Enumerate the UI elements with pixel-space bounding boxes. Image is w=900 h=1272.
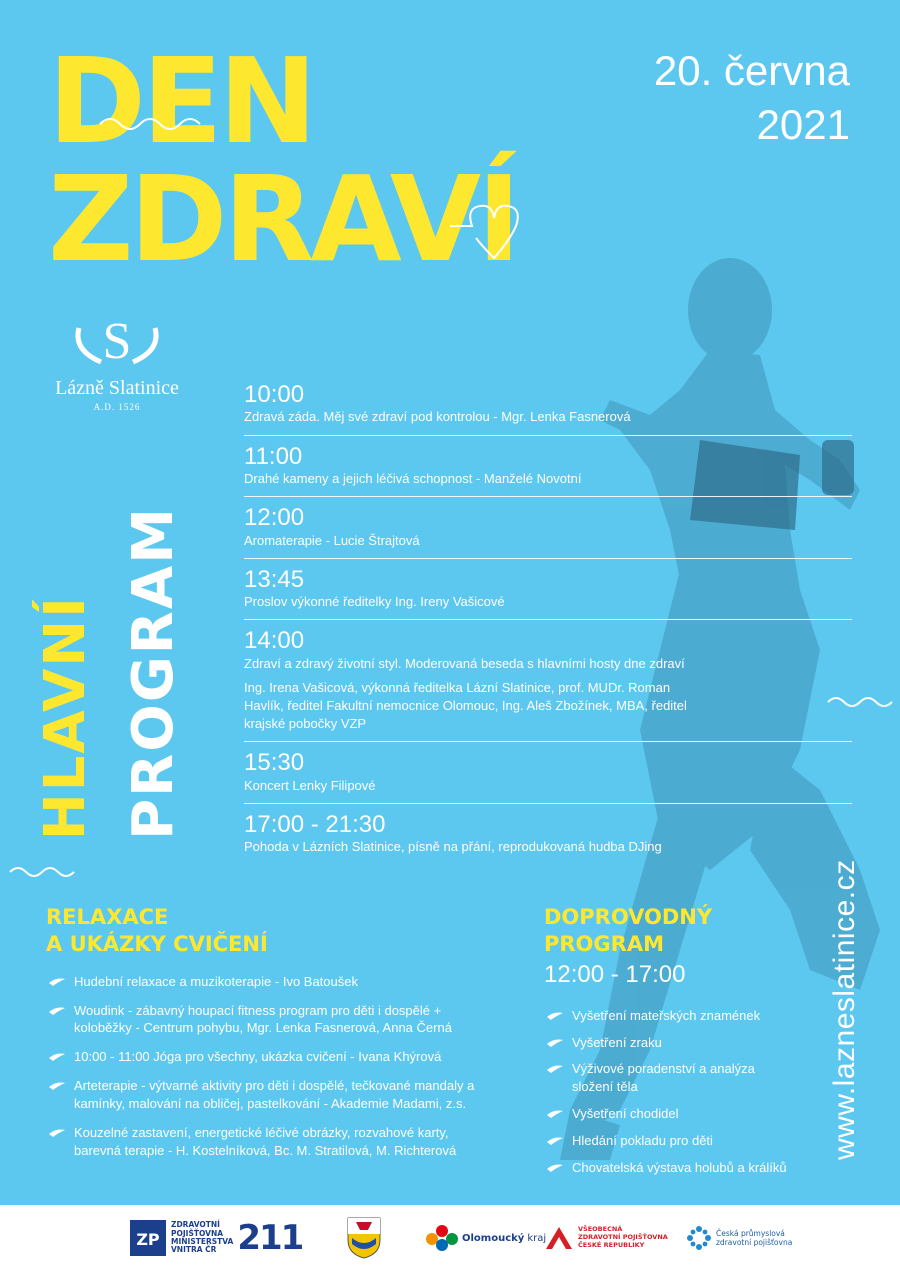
schedule-list	[244, 380, 852, 873]
schedule-item	[244, 444, 852, 498]
zpmv-line-3: MINISTERSTVA	[171, 1237, 234, 1246]
schedule-desc: Aromaterapie - Lucie Štrajtová	[244, 532, 420, 548]
zpmv-code: 211	[237, 1218, 303, 1258]
side-program-section	[544, 904, 804, 1186]
logo-emblem-icon	[67, 310, 167, 368]
swoosh-bullet-icon	[546, 1035, 564, 1049]
schedule-time: 14:00	[244, 627, 305, 655]
vzp-logo	[544, 1213, 668, 1263]
schedule-time: 12:00	[244, 504, 305, 532]
swoosh-bullet-icon	[546, 1061, 564, 1075]
heading-word-hlavni: HLAVNÍ	[33, 594, 98, 840]
swoosh-bullet-icon	[546, 1133, 564, 1147]
main-program-heading	[30, 470, 210, 850]
olomoucky-kraj-flower-icon	[424, 1223, 460, 1253]
list-item-text: Výživové poradenství a analýza složení těla	[572, 1061, 755, 1095]
schedule-desc: Pohoda v Lázních Slatinice, písně na přání, reprodukovaná hudba DJing	[244, 839, 662, 855]
heart-icon	[448, 198, 538, 268]
squiggle-decoration-top	[98, 112, 208, 136]
title-line-1: DEN	[48, 32, 314, 170]
list-item-text: Vyšetření zraku	[572, 1034, 662, 1050]
schedule-item	[244, 628, 852, 742]
schedule-time: 11:00	[244, 442, 303, 470]
schedule-item	[244, 750, 852, 804]
list-item-text: Woudink - zábavný houpací fitness program pro děti i dospělé + koloběžky - Centrum pohybu, Mgr. Lenka Fasnerová, Anna Černá	[74, 1002, 452, 1036]
side-title-1: DOPROVODNÝ	[544, 905, 713, 929]
list-item	[544, 1007, 804, 1025]
cpzp-logo	[686, 1213, 792, 1263]
schedule-item	[244, 812, 852, 865]
schedule-time: 15:30	[244, 749, 305, 777]
date-day: 20. června	[653, 47, 850, 94]
cpzp-line-2: zdravotní pojišťovna	[716, 1238, 793, 1247]
list-item	[544, 1105, 804, 1123]
website-link[interactable]: www.lazneslatinice.cz	[828, 859, 861, 1160]
swoosh-bullet-icon	[48, 974, 66, 988]
zpmv-line-2: POJIŠŤOVNA	[171, 1228, 224, 1238]
list-item-text: 10:00 - 11:00 Jóga pro všechny, ukázka cvičení - Ivana Khýrová	[74, 1049, 442, 1065]
vzp-line-1: VŠEOBECNÁ	[578, 1225, 623, 1234]
zpmv-emblem-icon	[130, 1220, 166, 1256]
list-item	[46, 1048, 516, 1066]
svg-text:ZP: ZP	[136, 1230, 160, 1249]
zpmv-line-1: ZDRAVOTNÍ	[171, 1220, 220, 1230]
swoosh-bullet-icon	[48, 1125, 66, 1139]
vzp-line-3: ČESKÉ REPUBLIKY	[578, 1240, 645, 1249]
schedule-time: 13:45	[244, 565, 305, 593]
schedule-desc: Koncert Lenky Filipové	[244, 777, 376, 793]
schedule-desc: Zdraví a zdravý životní styl. Moderovaná beseda s hlavními hosty dne zdraví	[244, 655, 685, 671]
list-item-text: Kouzelné zastavení, energetické léčivé obrázky, rozvahové karty, barevná terapie - H. Kostelníková, Bc. M. Stratilová, M. Richterová	[74, 1125, 457, 1159]
title-line-2: ZDRAVÍ	[48, 150, 517, 288]
vzp-line-2: ZDRAVOTNÍ POJIŠŤOVNA	[578, 1233, 668, 1242]
list-item-text: Arteterapie - výtvarné aktivity pro děti i dospělé, tečkované mandaly a kamínky, malování na obličej, pastelkování - Akademie Madami, z.s.	[74, 1078, 475, 1112]
list-item-text: Hudební relaxace a muzikoterapie - Ivo Batoušek	[74, 973, 358, 989]
list-item-text: Vyšetření chodidel	[572, 1106, 679, 1122]
swoosh-bullet-icon	[546, 1160, 564, 1174]
list-item-text: Vyšetření mateřských znamének	[572, 1007, 761, 1023]
olomoucky-kraj-logo	[424, 1213, 546, 1263]
logo-name: Lázně Slatinice	[55, 377, 179, 399]
olomoucky-kraj-suffix: kraj	[527, 1232, 547, 1244]
side-title-2: PROGRAM	[544, 932, 664, 957]
logo-letter: S	[102, 313, 132, 368]
swoosh-bullet-icon	[48, 1049, 66, 1063]
partner-footer	[0, 1205, 900, 1272]
coat-of-arms-icon	[346, 1216, 382, 1260]
swoosh-bullet-icon	[546, 1106, 564, 1120]
list-item	[544, 1159, 804, 1177]
zpmv-line-4: VNITRA ČR	[171, 1245, 217, 1255]
relax-title-2: A UKÁZKY CVIČENÍ	[46, 932, 268, 957]
schedule-time: 10:00	[244, 381, 305, 408]
schedule-item	[244, 567, 852, 621]
relax-title-1: RELAXACE	[46, 905, 169, 929]
vzp-emblem-icon	[544, 1225, 574, 1251]
heading-word-program: PROGRAM	[121, 506, 186, 840]
schedule-item	[244, 505, 852, 559]
cpzp-emblem-icon	[686, 1225, 712, 1251]
cpzp-line-1: Česká průmyslová	[716, 1228, 785, 1238]
schedule-desc: Zdravá záda. Měj své zdraví pod kontrolou - Mgr. Lenka Fasnerová	[244, 409, 631, 425]
squiggle-decoration-left	[8, 862, 78, 882]
list-item	[544, 1060, 804, 1096]
relax-list	[46, 973, 516, 1161]
schedule-desc: Drahé kameny a jejich léčivá schopnost - Manželé Novotní	[244, 470, 582, 486]
squiggle-decoration-right	[826, 692, 896, 712]
coat-of-arms-logo	[346, 1213, 382, 1263]
swoosh-bullet-icon	[48, 1078, 66, 1092]
olomoucky-kraj-name: Olomoucký	[462, 1232, 525, 1244]
schedule-desc: Proslov výkonné ředitelky Ing. Ireny Vašicové	[244, 594, 505, 610]
list-item	[544, 1034, 804, 1052]
date-year: 2021	[756, 101, 850, 148]
schedule-guests: Ing. Irena Vašicová, výkonná ředitelka Lázní Slatinice, prof. MUDr. Roman Havlík, ředitel Fakultní nemocnice Olomouc, Ing. Aleš Zbožínek, MBA, ředitel krajské pobočky VZP	[244, 679, 687, 732]
list-item	[46, 973, 516, 991]
list-item-text: Hledání pokladu pro děti	[572, 1133, 713, 1149]
swoosh-bullet-icon	[546, 1008, 564, 1022]
schedule-item	[244, 382, 852, 436]
side-time: 12:00 - 17:00	[544, 960, 686, 988]
relax-section	[46, 904, 516, 1171]
list-item-text: Chovatelská výstava holubů a králíků	[572, 1160, 787, 1176]
lazne-slatinice-logo	[42, 310, 192, 412]
zpmv-logo	[130, 1213, 302, 1263]
list-item	[46, 1002, 516, 1038]
schedule-time: 17:00 - 21:30	[244, 811, 386, 839]
list-item	[46, 1124, 516, 1160]
list-item	[46, 1077, 516, 1113]
list-item	[544, 1132, 804, 1150]
side-list	[544, 1007, 804, 1178]
logo-established: A.D. 1526	[93, 402, 141, 412]
swoosh-bullet-icon	[48, 1003, 66, 1017]
